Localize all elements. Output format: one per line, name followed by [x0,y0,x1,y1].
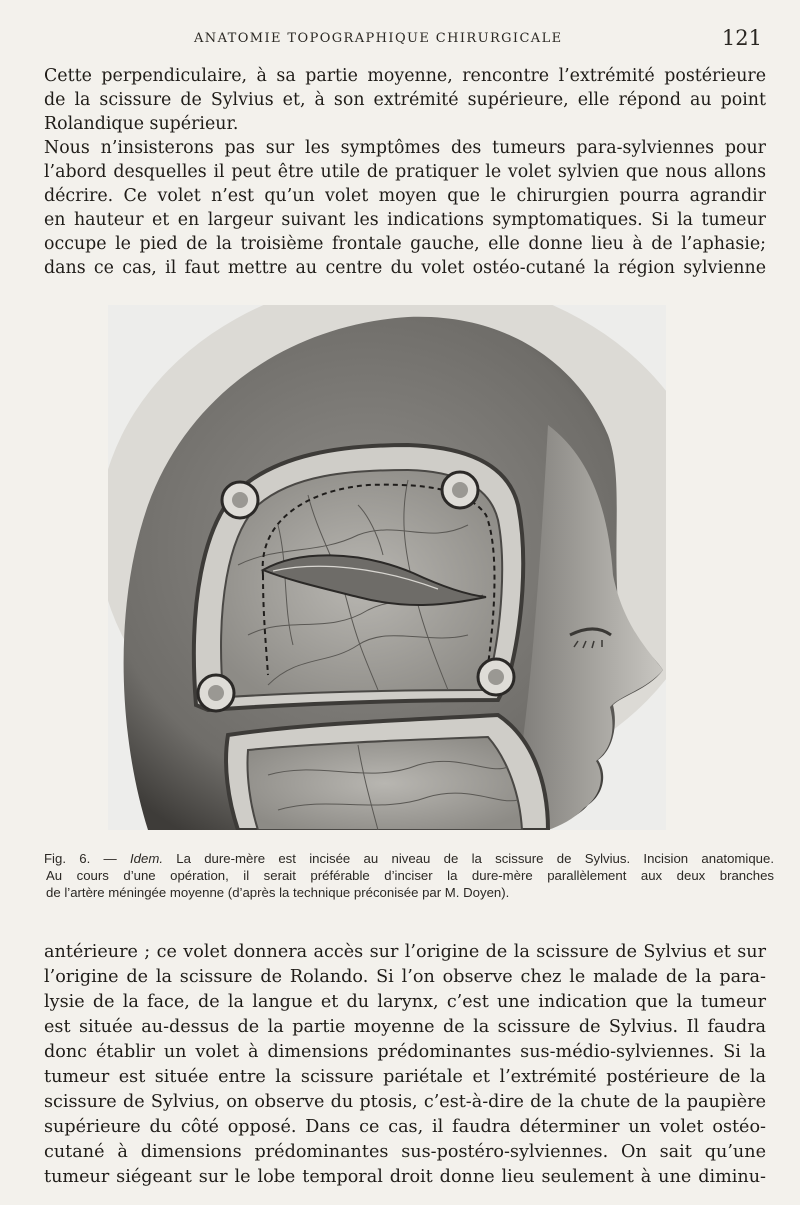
text-line: scissure de Sylvius, on observe du ptosis, c’est-à-dire de la chute de la paupière [44,1092,766,1112]
text-line: tumeur est située entre la scissure pariétale et l’extrémité postérieure de la [44,1067,766,1087]
caption-dash: — [90,851,131,866]
text-line: de la scissure de Sylvius et, à son extrémité supérieure, elle répond au point [44,90,766,110]
running-title: ANATOMIE TOPOGRAPHIQUE CHIRURGICALE [194,31,563,46]
caption-italic: Idem. [130,851,163,866]
text-line: l’origine de la scissure de Rolando. Si l’on observe chez le malade de la para- [44,967,766,987]
caption-line: de l’artère méningée moyenne (d’après la technique préconisée par M. Doyen). [46,885,510,900]
running-head [44,28,766,52]
text-line: Nous n’insisterons pas sur les symptômes des tumeurs para-sylviennes pour [44,138,766,158]
body-text-bottom [44,940,766,1190]
text-line: dans ce cas, il faut mettre au centre du volet ostéo-cutané la région sylvienne [44,258,766,278]
text-line: donc établir un volet à dimensions prédominantes sus-médio-sylviennes. Si la [44,1042,766,1062]
text-line: supérieure du côté opposé. Dans ce cas, il faudra déterminer un volet ostéo- [44,1117,766,1137]
figure-caption [44,850,774,901]
caption-text: La dure-mère est incisée au niveau de la scissure de Sylvius. Incision anatomique. [163,851,774,866]
text-line: lysie de la face, de la langue et du larynx, c’est une indication que la tumeur [44,992,766,1012]
text-line: occupe le pied de la troisième frontale gauche, elle donne lieu à de l’aphasie; [44,234,766,254]
text-line: l’abord desquelles il peut être utile de pratiquer le volet sylvien que nous allons [44,162,766,182]
caption-label: Fig. 6. [44,851,91,866]
text-line: décrire. Ce volet n’est qu’un volet moyen que le chirurgien pourra agrandir [44,186,766,206]
caption-line: Au cours d’une opération, il serait préférable d’inciser la dure-mère parallèlement aux deux branches [46,868,774,883]
text-line: est située au-dessus de la partie moyenne de la scissure de Sylvius. Il faudra [44,1017,766,1037]
body-text-top [44,64,766,280]
anatomical-figure [108,305,666,830]
text-line: cutané à dimensions prédominantes sus-postéro-sylviennes. On sait qu’une [44,1142,766,1162]
text-line: Rolandique supérieur. [44,114,239,134]
text-line: antérieure ; ce volet donnera accès sur l’origine de la scissure de Sylvius et sur [44,942,766,962]
text-line: en hauteur et en largeur suivant les indications symptomatiques. Si la tumeur [44,210,766,230]
text-line: Cette perpendiculaire, à sa partie moyenne, rencontre l’extrémité postérieure [44,66,766,86]
page-number: 121 [721,26,762,50]
text-line: tumeur siégeant sur le lobe temporal droit donne lieu seulement à une diminu- [44,1167,766,1187]
head-illustration [108,305,666,830]
